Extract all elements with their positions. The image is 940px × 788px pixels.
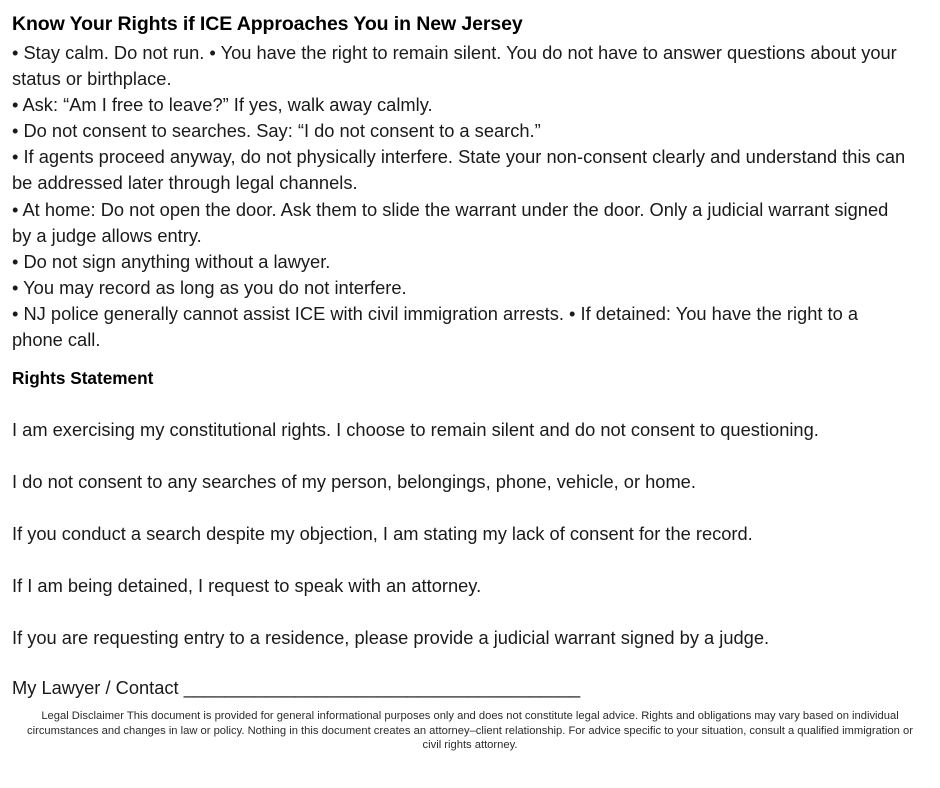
rights-statement-item: I am exercising my constitutional rights. I choose to remain silent and do not consent to questioning. xyxy=(12,419,819,441)
rights-tip-item: • If agents proceed anyway, do not physically interfere. State your non-consent clearly and understand this can be addressed later through legal channels. xyxy=(12,146,906,194)
rights-statement-item: If you are requesting entry to a residence, please provide a judicial warrant signed by a judge. xyxy=(12,627,770,649)
rights-tip-item: • Do not sign anything without a lawyer. xyxy=(12,250,331,272)
spacer xyxy=(12,599,906,625)
rights-statement-item: If I am being detained, I request to speak with an attorney. xyxy=(12,575,482,597)
rights-tip-item: • Ask: “Am I free to leave?” If yes, walk away calmly. xyxy=(12,94,433,116)
rights-tip-item: • At home: Do not open the door. Ask them to slide the warrant under the door. Only a judicial warrant signed by a judge allows entry. xyxy=(12,198,889,246)
lawyer-contact-line xyxy=(0,675,940,701)
know-your-rights-list xyxy=(0,40,940,353)
spacer xyxy=(12,391,906,417)
lawyer-contact-blank: _______________________________________ xyxy=(183,677,581,699)
spacer xyxy=(12,495,906,521)
rights-statement-item: If you conduct a search despite my objection, I am stating my lack of consent for the record. xyxy=(12,523,753,545)
rights-tip-item: • NJ police generally cannot assist ICE with civil immigration arrests. • If detained: You have the right to a phone call. xyxy=(12,302,859,351)
section-heading-rights-statement: Rights Statement xyxy=(12,368,154,389)
rights-tip-item: • You may record as long as you do not interfere. xyxy=(12,276,407,298)
rights-statement-item: I do not consent to any searches of my person, belongings, phone, vehicle, or home. xyxy=(12,471,696,493)
spacer xyxy=(12,547,906,573)
page-title: Know Your Rights if ICE Approaches You in New Jersey xyxy=(12,13,523,35)
spacer xyxy=(0,651,940,675)
rights-tip-item: • Stay calm. Do not run. • You have the right to remain silent. You do not have to answer questions about your status or birthplace. xyxy=(12,42,897,90)
spacer xyxy=(12,443,906,469)
lawyer-contact-label: My Lawyer / Contact xyxy=(12,677,184,699)
rights-statement-list xyxy=(0,391,940,651)
legal-disclaimer: Legal Disclaimer This document is provided for general informational purposes only and does not constitute legal advice. Rights and obligations may vary based on individual circumstances and changes in law or policy. Nothing in this document creates an attorney–client relationship. For advice specific to your situation, consult a qualified immigration or civil rights attorney. xyxy=(27,710,913,751)
rights-tip-item: • Do not consent to searches. Say: “I do not consent to a search.” xyxy=(12,120,541,142)
